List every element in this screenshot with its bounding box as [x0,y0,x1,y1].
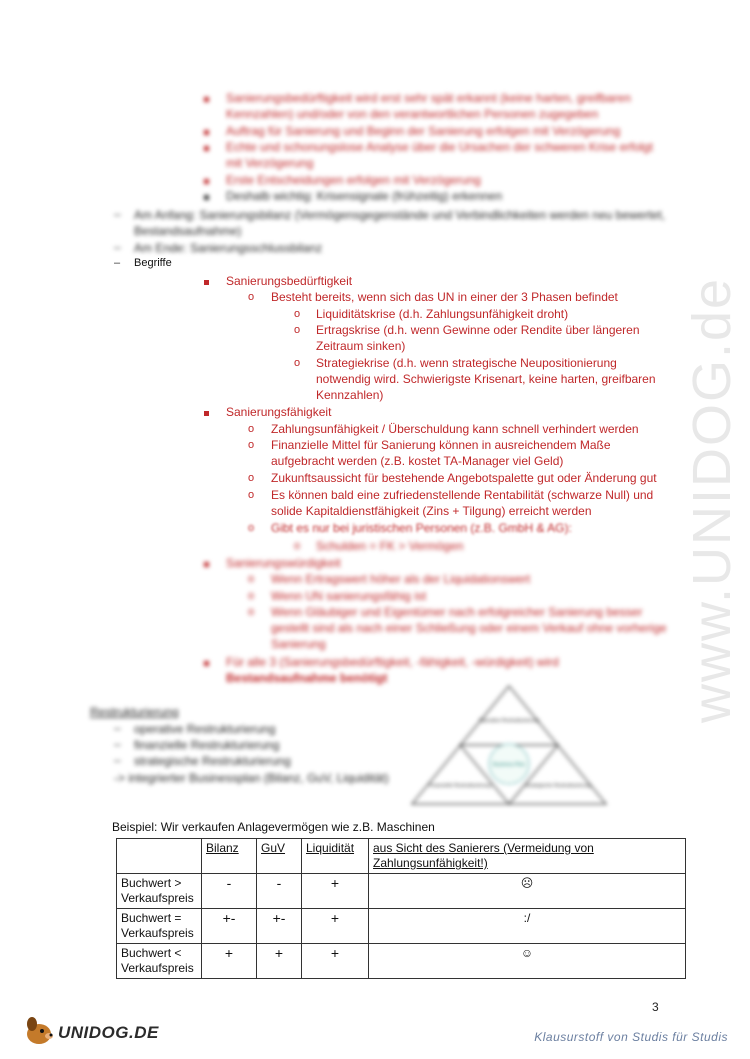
sanierungsbeduerftigkeit-title: Sanierungsbedürftigkeit [226,274,353,288]
faehigkeit-line: aufgebracht werden (z.B. kostet TA-Manager viel Geld) [271,454,564,468]
restrukturierung-item: finanzielle Restrukturierung [134,738,280,752]
pyramid-left-label: Finanzielle Restrukturierung [428,783,492,789]
sanierungsbeduerftigkeit-sub: Besteht bereits, wenn sich das UN in einer der 3 Phasen befindet [271,290,618,304]
header-cell: GuV [257,839,302,874]
pyramid-center-label: Business-Plan [493,762,525,768]
restructuring-pyramid-diagram [408,682,610,808]
blur-line: Sanierungsbedürftigkeit wird erst sehr spät erkannt (keine harten, greifbaren [226,91,631,105]
wuerdigkeit-line: Wenn UN sanierungsfähig ist [271,589,427,603]
footer-tagline: Klausurstoff von Studis für Studis [534,1030,728,1044]
blur-line: Echte und schonungslose Analyse über die Ursachen der schweren Krise erfolgt [226,140,653,154]
cell-guv: + [257,944,302,979]
table-header-row [117,839,686,874]
fuer-alle-line: Für alle 3 (Sanierungsbedürftigkeit, -fähigkeit, -würdigkeit) wird [226,655,559,669]
dog-icon [22,1014,56,1048]
cell-liquiditaet: + [302,909,369,944]
header-cell: Liquidität [302,839,369,874]
blur-line: Deshalb wichtig: Krisensignale (frühzeitig) erkennen [226,189,503,203]
blur-line: Auftrag für Sanierung und Beginn der Sanierung erfolgen mit Verzögerung [226,124,621,138]
wuerdigkeit-line: Wenn Ertragswert höher als der Liquidationswert [271,572,531,586]
table-row [117,944,686,979]
cell-sicht: ☹ [369,874,686,909]
cell-bilanz: +- [202,909,257,944]
phase-line: Liquiditätskrise (d.h. Zahlungsunfähigkeit droht) [316,307,569,321]
cell-bilanz: - [202,874,257,909]
blur-line: Am Ende: Sanierungsschlussbilanz [134,241,323,255]
unidog-logo [22,1014,159,1050]
pyramid-top-label: Operative Restrukturierung [478,718,540,724]
sanierungsfaehigkeit-title: Sanierungsfähigkeit [226,405,332,419]
restrukturierung-title: Restrukturierung [90,705,179,719]
cell-sicht: ☺ [369,944,686,979]
faehigkeit-line: Zukunftsaussicht für bestehende Angebotspalette gut oder Änderung gut [271,471,657,485]
wuerdigkeit-line: Wenn Gläubiger und Eigentümer nach erfolgreicher Sanierung besser [271,605,643,619]
phase-line: Zeitraum sinken) [316,339,406,353]
blur-line: Am Anfang: Sanierungsbilanz (Vermögensgegenstände und Verbindlichkeiten werden neu bewertet, [134,208,666,222]
phase-line: Ertragskrise (d.h. wenn Gewinne oder Rendite über längeren [316,323,640,337]
begriffe-label: Begriffe [134,257,172,269]
blur-line: Bestandsaufnahme) [134,224,242,238]
sanierungswuerdigkeit-title: Sanierungswürdigkeit [226,556,341,570]
header-cell: aus Sicht des Sanierers (Vermeidung von Zahlungsunfähigkeit!) [369,839,686,874]
cell-liquiditaet: + [302,944,369,979]
example-title: Beispiel: Wir verkaufen Anlagevermögen wie z.B. Maschinen [112,820,435,834]
fuer-alle-line: Bestandsaufnahme benötigt [226,671,388,685]
logo-text: UNIDOG.DE [58,1023,159,1042]
subsub-line: Schulden = FK > Vermögen [316,539,464,553]
phase-line: Kennzahlen) [316,388,384,402]
faehigkeit-line: Finanzielle Mittel für Sanierung können in ausreichendem Maße [271,438,611,452]
wuerdigkeit-line: gestellt sind als nach einer Schließung oder einem Verkauf ohne vorherige [271,621,667,635]
table-row [117,874,686,909]
cell-sicht: :/ [369,909,686,944]
pyramid-right-label: Strategische Restrukturierung [524,783,592,789]
cell-bilanz: + [202,944,257,979]
restrukturierung-item: operative Restrukturierung [134,722,276,736]
example-table [116,838,686,979]
faehigkeit-line: solide Kapitaldienstfähigkeit (Zins + Tilgung) erreicht werden [271,504,592,518]
phase-line: notwendig wird. Schwierigste Krisenart, keine harten, greifbaren [316,372,656,386]
phase-line: Strategiekrise (d.h. wenn strategische Neupositionierung [316,356,617,370]
restrukturierung-item: strategische Restrukturierung [134,754,291,768]
row-label: Buchwert = Verkaufspreis [117,909,202,944]
faehigkeit-line: Zahlungsunfähigkeit / Überschuldung kann schnell verhindert werden [271,422,639,436]
cell-guv: +- [257,909,302,944]
faehigkeit-line: Gibt es nur bei juristischen Personen (z.B. GmbH & AG): [271,521,572,535]
blur-line: Kennzahlen) und/oder von den verantwortlichen Personen zugegeben [226,107,599,121]
blur-line: mit Verzögerung [226,156,314,170]
row-label: Buchwert < Verkaufspreis [117,944,202,979]
page-number: 3 [652,1000,659,1014]
header-cell [117,839,202,874]
header-cell: Bilanz [202,839,257,874]
blur-line: Erste Entscheidungen erfolgen mit Verzögerung [226,173,481,187]
wuerdigkeit-line: Sanierung [271,637,326,651]
cell-guv: - [257,874,302,909]
row-label: Buchwert > Verkaufspreis [117,874,202,909]
table-row [117,909,686,944]
restrukturierung-arrow: -> integrierter Businessplan (Bilanz, GuV, Liquidität) [114,771,389,785]
faehigkeit-line: Es können bald eine zufriedenstellende Rentabilität (schwarze Null) und [271,488,654,502]
watermark: www.UNIDOG.de [682,276,742,724]
cell-liquiditaet: + [302,874,369,909]
